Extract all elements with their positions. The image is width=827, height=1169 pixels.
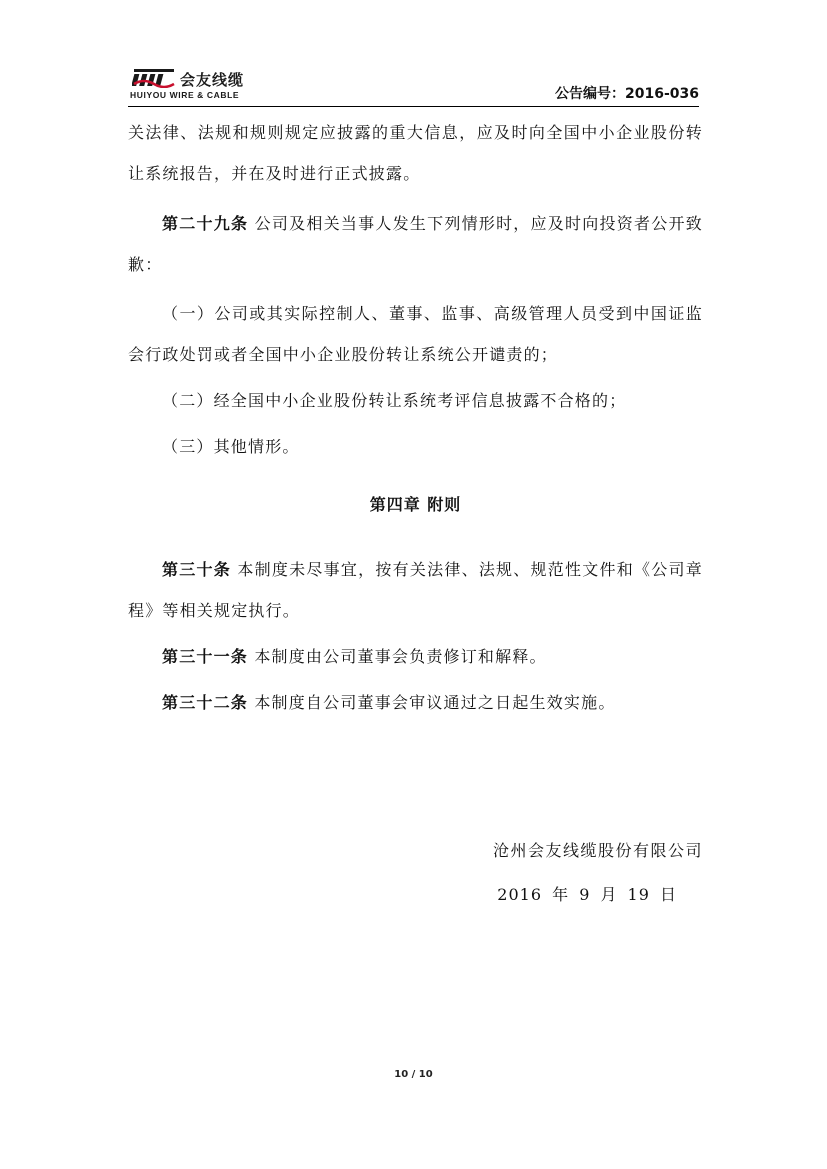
company-logo bbox=[128, 66, 288, 102]
article-29-item-2: （二）经全国中小企业股份转让系统考评信息披露不合格的； bbox=[162, 391, 627, 410]
article-29-text: 公司及相关当事人发生下列情形时，应及时向投资者公开致歉： bbox=[128, 214, 703, 274]
page-header bbox=[128, 66, 699, 107]
article-29-item-3: （三）其他情形。 bbox=[162, 437, 300, 456]
article-32-text: 本制度自公司董事会审议通过之日起生效实施。 bbox=[254, 693, 616, 712]
logo-mark-icon bbox=[132, 68, 176, 88]
page-number: 10 / 10 bbox=[394, 1069, 433, 1080]
article-31-label: 第三十一条 bbox=[162, 647, 249, 666]
article-30-text: 本制度未尽事宜，按有关法律、法规、规范性文件和《公司章程》等相关规定执行。 bbox=[128, 560, 703, 620]
article-29-item-1: （一）公司或其实际控制人、董事、监事、高级管理人员受到中国证监会行政处罚或者全国中小企业股份转让系统公开谴责的； bbox=[128, 304, 703, 364]
logo-english-name: HUIYOU WIRE & CABLE bbox=[130, 90, 240, 100]
signature-company: 沧州会友线缆股份有限公司 bbox=[492, 841, 703, 860]
continued-paragraph: 关法律、法规和规则规定应披露的重大信息，应及时向全国中小企业股份转让系统报告，并在及时进行正式披露。 bbox=[128, 123, 703, 183]
notice-number: 公告编号：2016-036 bbox=[555, 86, 699, 102]
article-32-label: 第三十二条 bbox=[162, 693, 249, 712]
document-body bbox=[128, 112, 703, 723]
article-30-label: 第三十条 bbox=[162, 560, 231, 579]
article-32 bbox=[128, 682, 703, 723]
chapter-heading: 第四章 附则 bbox=[369, 495, 462, 514]
article-29-label: 第二十九条 bbox=[162, 214, 249, 233]
article-29 bbox=[128, 203, 703, 285]
signature-date: 2016 年 9 月 19 日 bbox=[497, 885, 677, 904]
article-30 bbox=[128, 549, 703, 631]
article-31 bbox=[128, 636, 703, 677]
article-31-text: 本制度由公司董事会负责修订和解释。 bbox=[254, 647, 547, 666]
logo-chinese-name: 会友线缆 bbox=[180, 71, 245, 89]
